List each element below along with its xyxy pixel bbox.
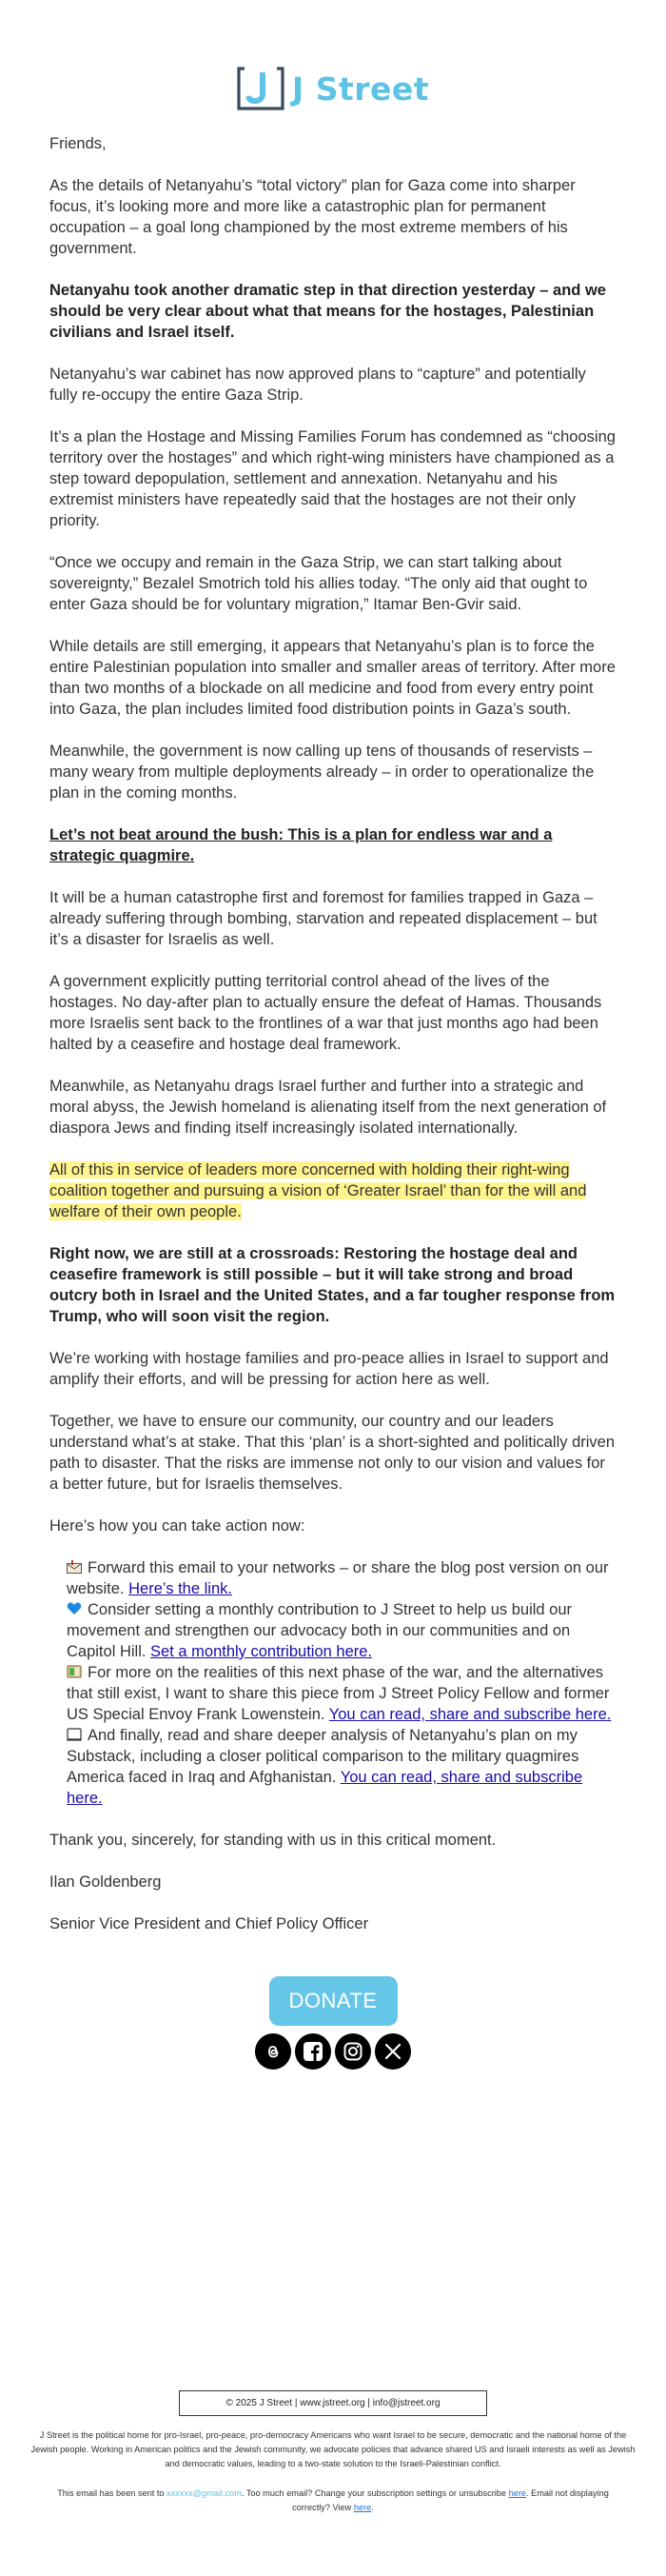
recipient-email: xxxxxx@gmail.com bbox=[166, 2488, 242, 2498]
action-text: And finally, read and share deeper analysis of Netanyahu’s plan on my Substack, including a closer political comparison to the military quagmires America faced in Iraq and Afghanistan. bbox=[67, 1727, 579, 1786]
social-links bbox=[49, 2033, 617, 2070]
paragraph: Meanwhile, as Netanyahu drags Israel further and further into a strategic and moral abyss, the Jewish homeland is alienating itself from the next generation of diaspora Jews and finding itself increasingly isolated internationally. bbox=[49, 1078, 607, 1137]
substack-link[interactable]: You can read, share and subscribe here. bbox=[67, 1769, 583, 1807]
footer-text: . Too much email? Change your subscription settings or unsubscribe bbox=[241, 2488, 509, 2498]
paragraph: A government explicitly putting territorial control ahead of the lives of the hostages. No day-after plan to actually ensure the defeat of Hamas. Thousands more Israelis sent back to the frontlines of a war that just months ago had been halted by a ceasefire and hostage deal framework. bbox=[49, 973, 602, 1053]
blue-heart-icon bbox=[67, 1600, 82, 1614]
action-text: Consider setting a monthly contribution to J Street to help us build our movement and strengthen our advocacy both in our communities and on Capitol Hill. bbox=[67, 1601, 573, 1660]
donate-row bbox=[49, 1976, 617, 2026]
paragraph: While details are still emerging, it appears that Netanyahu’s plan is to force the entire Palestinian population into smaller and smaller areas of territory. After more than two months of a blockade on all medicine and food from every entry point into Gaza, the plan includes limited food distribution points in Gaza’s south. bbox=[49, 638, 616, 718]
action-item bbox=[67, 1725, 617, 1809]
underlined-heading: Let’s not beat around the bush: This is a plan for endless war and a strategic quagmire. bbox=[49, 826, 553, 864]
footer-text: . bbox=[371, 2503, 374, 2512]
footer-text: . Email not displaying correctly? View bbox=[292, 2488, 609, 2512]
signature-name: Ilan Goldenberg bbox=[49, 1873, 162, 1891]
paragraph: Meanwhile, the government is now calling up tens of thousands of reservists – many weary from multiple deployments already – in order to operationalize the plan in the coming months. bbox=[49, 743, 595, 802]
highlight-text: All of this in service of leaders more concerned with holding their right-wing coalition together and pursuing a vision of ‘Greater Israel’ than for the will and welfare of their own people. bbox=[49, 1161, 587, 1220]
bold-paragraph: Netanyahu took another dramatic step in that direction yesterday – and we should be very clear about what that means for the hostages, Palestinian civilians and Israel itself. bbox=[49, 282, 606, 341]
action-list bbox=[67, 1557, 617, 1809]
paragraph: Together, we have to ensure our community, our country and our leaders understand what’s at stake. That this ‘plan’ is a short-sighted and politically driven path to disaster. That the risks are immense not only to our vision and values for a better future, but for Israelis themselves. bbox=[49, 1413, 616, 1493]
action-item bbox=[67, 1662, 617, 1725]
bold-paragraph: Right now, we are still at a crossroads: Restoring the hostage deal and ceasefire framework is still possible – but it will take strong and broad outcry both in Israel and the United States, and a far tougher response from Trump, who will soon visit the region. bbox=[49, 1245, 616, 1325]
footer-text: This email has been sent to bbox=[57, 2488, 167, 2498]
footer-copyright-box: © 2025 J Street | www.jstreet.org | info@jstreet.org bbox=[179, 2390, 487, 2416]
highlighted-paragraph bbox=[49, 1159, 617, 1222]
paragraph: It will be a human catastrophe first and foremost for families trapped in Gaza – already suffering through bombing, starvation and repeated displacement – but it’s a disaster for Israelis as well. bbox=[49, 889, 597, 948]
envelope-icon bbox=[67, 1558, 82, 1572]
logo[interactable] bbox=[0, 0, 666, 112]
paragraph: It’s a plan the Hostage and Missing Families Forum has condemned as “choosing territory over the hostages” and which right-wing ministers have championed as a step toward depopulation, settlement and annexation. Netanyahu and his extremist ministers have repeatedly said that the hostages are not their only priority. bbox=[49, 428, 616, 529]
x-icon[interactable] bbox=[375, 2033, 411, 2070]
paragraph: As the details of Netanyahu’s “total victory” plan for Gaza come into sharper focus, it’s looking more and more like a catastrophic plan for permanent occupation – a goal long championed by the most extreme members of his government. bbox=[49, 177, 576, 257]
threads-icon[interactable] bbox=[255, 2033, 291, 2070]
action-text: Forward this email to your networks – or share the blog post version on our website. bbox=[67, 1559, 609, 1597]
greeting: Friends, bbox=[49, 135, 107, 152]
j-street-logo-icon bbox=[237, 67, 284, 110]
email-body bbox=[0, 112, 666, 2070]
facebook-icon[interactable] bbox=[295, 2033, 331, 2070]
paragraph: Here’s how you can take action now: bbox=[49, 1517, 305, 1535]
action-item bbox=[67, 1557, 617, 1599]
action-text: For more on the realities of this next phase of the war, and the alternatives that still exist, I want to share this piece from J Street Policy Fellow and former US Special Envoy Frank Lowenstein. bbox=[67, 1664, 610, 1723]
unsubscribe-link[interactable]: here bbox=[508, 2488, 526, 2498]
instagram-icon[interactable] bbox=[335, 2033, 371, 2070]
policy-piece-link[interactable]: You can read, share and subscribe here. bbox=[328, 1706, 612, 1723]
book-icon bbox=[67, 1663, 82, 1676]
paragraph: We’re working with hostage families and pro-peace allies in Israel to support and amplify their efforts, and will be pressing for action here as well. bbox=[49, 1350, 609, 1388]
closing-thanks: Thank you, sincerely, for standing with us in this critical moment. bbox=[49, 1832, 497, 1849]
monthly-contribution-link[interactable]: Set a monthly contribution here. bbox=[150, 1643, 372, 1660]
paragraph: Netanyahu’s war cabinet has now approved plans to “capture” and potentially fully re-occupy the entire Gaza Strip. bbox=[49, 366, 586, 404]
paragraph: “Once we occupy and remain in the Gaza Strip, we can start talking about sovereignty,” Bezalel Smotrich told his allies today. “The only aid that ought to enter Gaza should be for voluntary migration,” Itamar Ben-Gvir said. bbox=[49, 554, 588, 613]
footer-about: J Street is the political home for pro-Israel, pro-peace, pro-democracy Americans who want Israel to be secure, democratic and the national home of the Jewish people. Working in American politics and the Jewish community, we advocate policies that advance shared US and Israeli interests as well as Jewish and democratic values, leading to a two-state solution to the Israeli-Palestinian conflict. bbox=[30, 2430, 636, 2468]
blog-post-link[interactable]: Here’s the link. bbox=[128, 1580, 232, 1597]
logo-wordmark: J Street bbox=[291, 69, 430, 108]
view-online-link[interactable]: here bbox=[353, 2503, 372, 2512]
footer-subscription bbox=[57, 2487, 609, 2515]
signature-title: Senior Vice President and Chief Policy Officer bbox=[49, 1915, 369, 1932]
laptop-icon bbox=[67, 1726, 82, 1739]
action-item bbox=[67, 1599, 617, 1662]
donate-button[interactable]: DONATE bbox=[269, 1976, 398, 2026]
